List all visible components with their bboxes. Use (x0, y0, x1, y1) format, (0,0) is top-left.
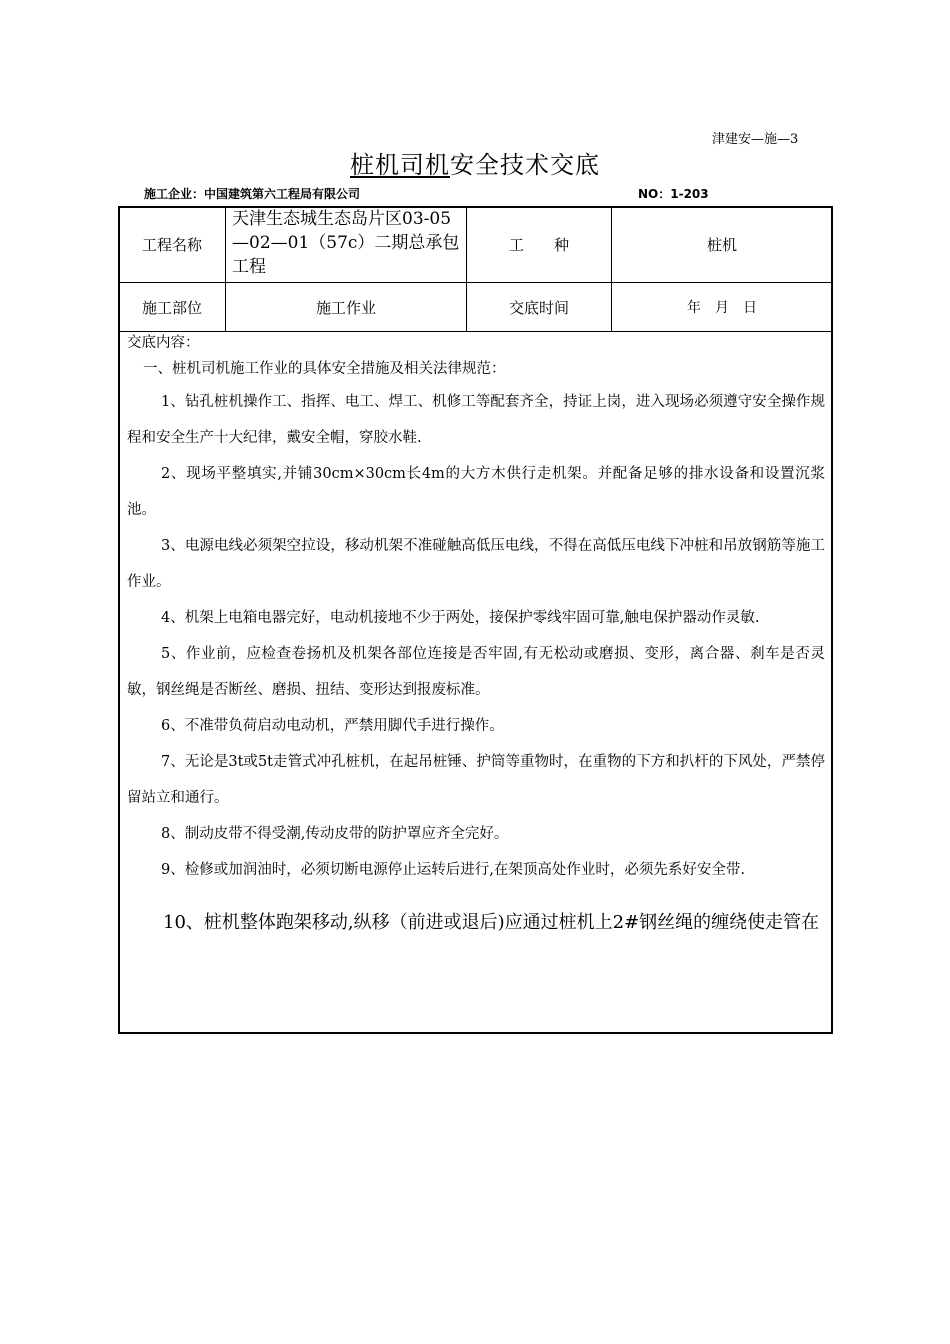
list-item: 6、不准带负荷启动电动机，严禁用脚代手进行操作。 (161, 718, 504, 734)
list-item: 9、检修或加润油时，必须切断电源停止运转后进行,在架顶高处作业时，必须先系好安全带. (161, 862, 745, 878)
work-type-label: 工 种 (508, 236, 569, 254)
list-item: 7、无论是3t或5t走管式冲孔桩机，在起吊桩锤、护筒等重物时，在重物的下方和扒杆的下风处，严禁停留站立和通行。 (127, 754, 825, 806)
document-number: NO：1-203 (638, 187, 709, 201)
date-value: 年 月 日 (687, 300, 757, 316)
date-label: 交底时间 (508, 298, 569, 317)
list-item: 2、现场平整填实,并铺30cm×30cm长4m的大方木供行走机架。并配备足够的排水设备和设置沉浆池。 (127, 466, 825, 518)
list-item: 8、制动皮带不得受潮,传动皮带的防护罩应齐全完好。 (161, 826, 509, 842)
list-item: 4、机架上电箱电器完好，电动机接地不少于两处，接保护零线牢固可靠,触电保护器动作灵敏. (161, 610, 760, 626)
page-title (0, 145, 950, 180)
construction-company: 施工企业：中国建筑第六工程局有限公司 (144, 187, 361, 201)
list-item: 3、电源电线必须架空拉设，移动机架不准碰触高低压电线，不得在高低压电线下冲桩和吊放钢筋等施工作业。 (127, 538, 825, 590)
title-underlined-part: 桩机司机 (350, 151, 450, 179)
title-rest: 安全技术交底 (450, 151, 600, 179)
location-label: 施工部位 (141, 298, 202, 317)
work-type-value: 桩机 (706, 236, 737, 254)
content-label: 交底内容： (127, 335, 200, 351)
form-code: 津建安—施—3 (712, 132, 799, 147)
list-item: 1、钻孔桩机操作工、指挥、电工、焊工、机修工等配套齐全，持证上岗，进入现场必须遵守安全操作规程和安全生产十大纪律，戴安全帽，穿胶水鞋. (127, 394, 825, 446)
project-name-value: 天津生态城生态岛片区03-05—02—01（57c）二期总承包工程 (232, 209, 460, 277)
location-value: 施工作业 (315, 298, 376, 317)
section-heading: 一、桩机司机施工作业的具体安全措施及相关法律规范： (143, 361, 506, 377)
list-item: 5、作业前，应检查卷扬机及机架各部位连接是否牢固,有无松动或磨损、变形，离合器、刹车是否灵敏，钢丝绳是否断丝、磨损、扭结、变形达到报废标准。 (127, 646, 825, 698)
disclosure-content (127, 332, 825, 944)
list-item-10: 10、桩机整体跑架移动,纵移（前进或退后)应通过桩机上2#钢丝绳的缠绕使走管在 (163, 912, 820, 933)
project-name-label: 工程名称 (141, 236, 202, 254)
